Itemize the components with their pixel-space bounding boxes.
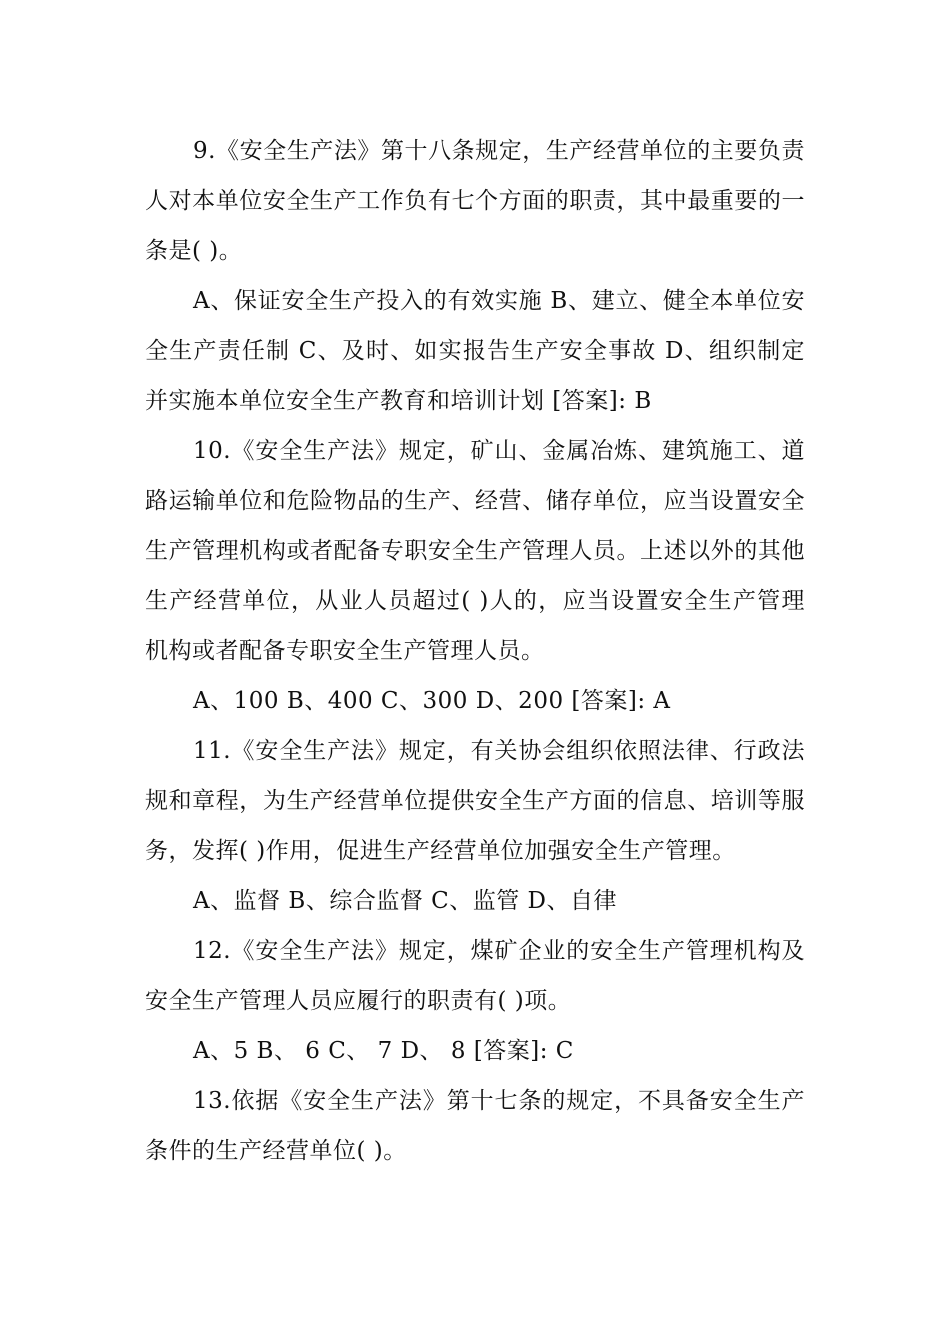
question-9-text: 9.《安全生产法》第十八条规定，生产经营单位的主要负责人对本单位安全生产工作负有七个方面的职责，其中最重要的一条是( )。 xyxy=(145,138,805,264)
question-10-options: A、100 B、400 C、300 D、200 [答案]: A xyxy=(193,688,671,714)
question-11-options: A、监督 B、综合监督 C、监管 D、自律 xyxy=(193,888,617,914)
question-12-text: 12.《安全生产法》规定，煤矿企业的安全生产管理机构及安全生产管理人员应履行的职责有( )项。 xyxy=(145,938,805,1014)
question-11-text: 11.《安全生产法》规定，有关协会组织依照法律、行政法规和章程，为生产经营单位提供安全生产方面的信息、培训等服务，发挥( )作用，促进生产经营单位加强安全生产管理。 xyxy=(145,738,805,864)
question-12-options: A、5 B、 6 C、 7 D、 8 [答案]: C xyxy=(193,1038,574,1064)
question-10-text: 10.《安全生产法》规定，矿山、金属冶炼、建筑施工、道路运输单位和危险物品的生产、经营、储存单位，应当设置安全生产管理机构或者配备专职安全生产管理人员。上述以外的其他生产经营单位，从业人员超过( )人的，应当设置安全生产管理机构或者配备专职安全生产管理人员。 xyxy=(145,438,805,664)
question-9-options: A、保证安全生产投入的有效实施 B、建立、健全本单位安全生产责任制 C、及时、如实报告生产安全事故 D、组织制定并实施本单位安全生产教育和培训计划 [答案]: B xyxy=(145,288,805,414)
document-body xyxy=(145,126,805,1176)
question-13-text: 13.依据《安全生产法》第十七条的规定，不具备安全生产条件的生产经营单位( )。 xyxy=(145,1088,805,1164)
